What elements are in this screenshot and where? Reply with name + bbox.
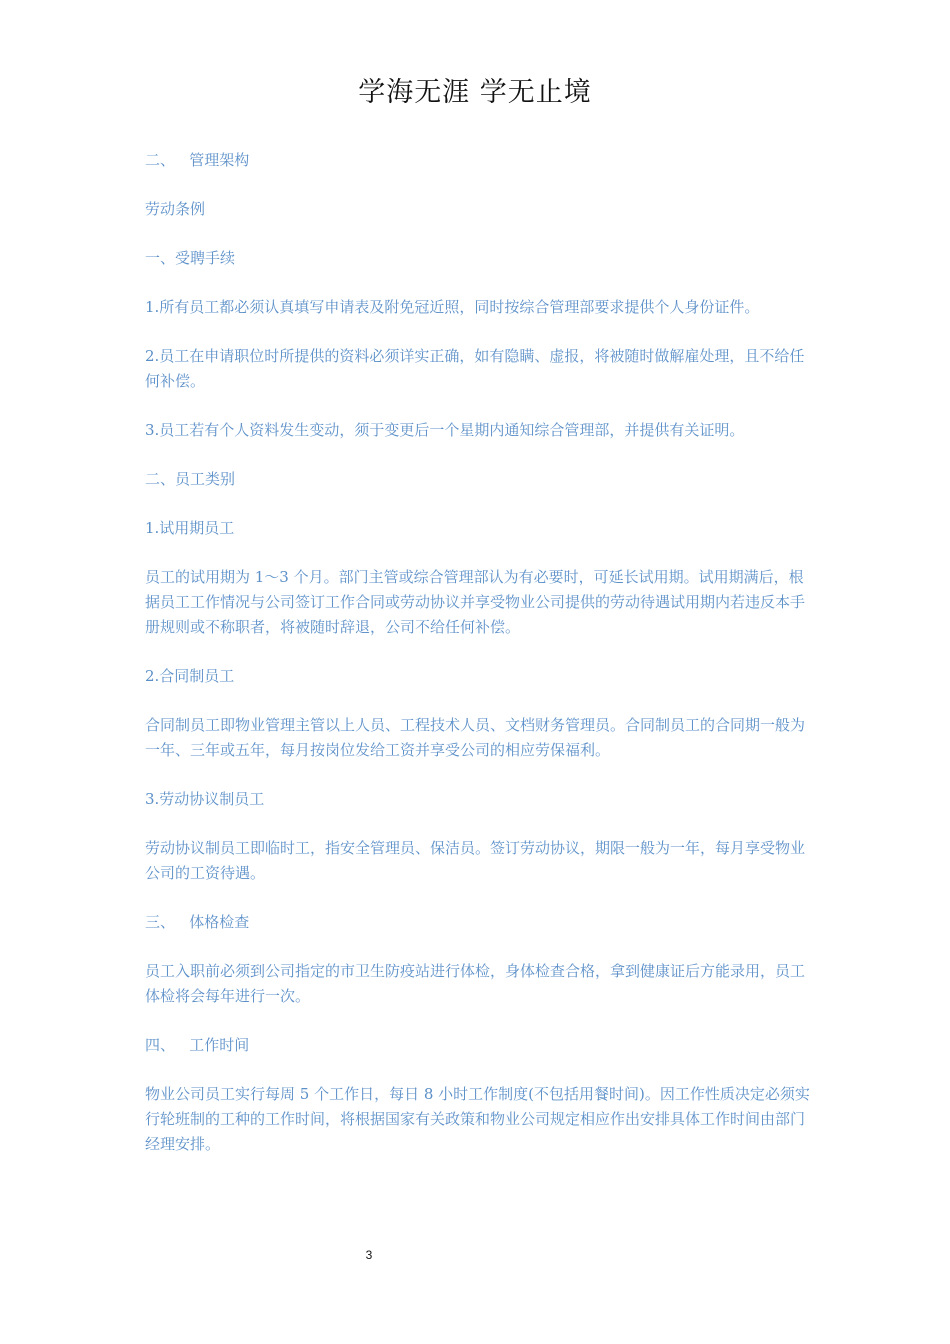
subheading-probation-employee: 1.试用期员工 xyxy=(145,519,235,537)
paragraph-labor-agreement: 劳动协议制员工即临时工，指安全管理员、保洁员。签订劳动协议，期限一般为一年，每月享受物业公司的工资待遇。 xyxy=(145,839,806,882)
paragraph-hiring-item-3: 3.员工若有个人资料发生变动，须于变更后一个星期内通知综合管理部，并提供有关证明。 xyxy=(145,421,745,439)
subheading-contract-employee: 2.合同制员工 xyxy=(145,667,235,685)
page-header-title: 学海无涯 学无止境 xyxy=(358,77,592,108)
section-heading-working-hours: 四、 工作时间 xyxy=(145,1036,250,1054)
paragraph-hiring-item-2: 2.员工在申请职位时所提供的资料必须详实正确，如有隐瞒、虚报，将被随时做解雇处理，且不给任何补偿。 xyxy=(145,347,805,390)
paragraph-hiring-item-1: 1.所有员工都必须认真填写申请表及附免冠近照，同时按综合管理部要求提供个人身份证件。 xyxy=(145,298,760,316)
page-number: 3 xyxy=(365,1248,373,1262)
section-heading-physical-exam: 三、 体格检查 xyxy=(145,913,250,931)
heading-labor-regulations: 劳动条例 xyxy=(145,200,206,218)
paragraph-working-hours: 物业公司员工实行每周 5 个工作日，每日 8 小时工作制度(不包括用餐时间)。因工作性质决定必须实行轮班制的工种的工作时间，将根据国家有关政策和物业公司规定相应作出安排具体工作时间由部门经理安排。 xyxy=(145,1085,810,1153)
paragraph-probation: 员工的试用期为 1～3 个月。部门主管或综合管理部认为有必要时，可延长试用期。试用期满后，根据员工工作情况与公司签订工作合同或劳动协议并享受物业公司提供的劳动待遇试用期内若违反本手册规则或不称职者，将被随时辞退，公司不给任何补偿。 xyxy=(145,568,806,636)
subheading-labor-agreement-employee: 3.劳动协议制员工 xyxy=(145,790,265,808)
document-body xyxy=(145,148,815,1181)
paragraph-contract: 合同制员工即物业管理主管以上人员、工程技术人员、文档财务管理员。合同制员工的合同期一般为一年、三年或五年，每月按岗位发给工资并享受公司的相应劳保福利。 xyxy=(145,716,806,759)
section-heading-employee-categories: 二、员工类别 xyxy=(145,470,236,488)
section-heading-hiring-procedures: 一、受聘手续 xyxy=(145,249,236,267)
paragraph-physical-exam: 员工入职前必须到公司指定的市卫生防疫站进行体检，身体检查合格，拿到健康证后方能录用，员工体检将会每年进行一次。 xyxy=(145,962,806,1005)
section-heading-management-structure: 二、 管理架构 xyxy=(145,151,250,169)
